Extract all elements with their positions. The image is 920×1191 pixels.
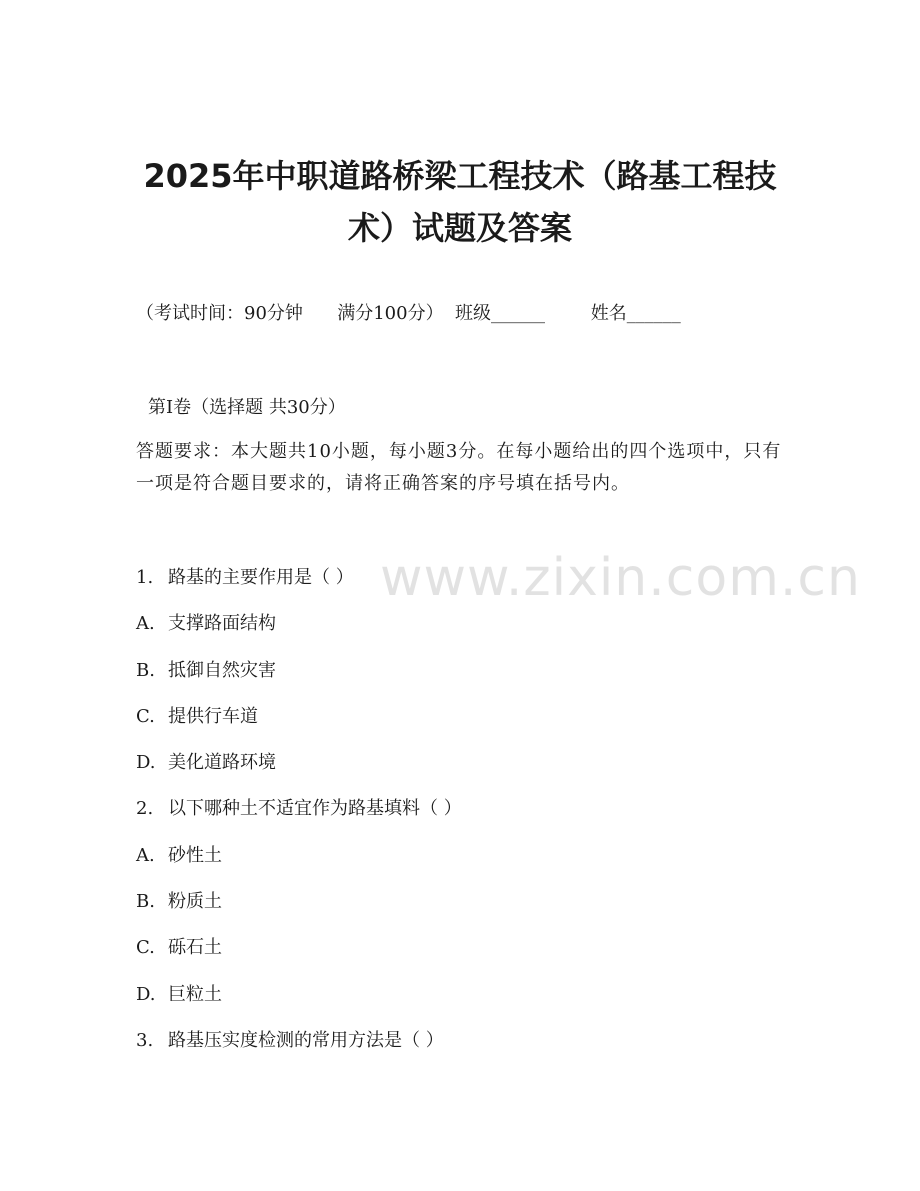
question-1-option-c (136, 701, 786, 747)
question-2-option-b (136, 886, 786, 932)
question-number: 1. (136, 567, 154, 588)
option-text: 砾石土 (168, 937, 222, 959)
option-label: A. (136, 844, 155, 866)
document-title (60, 150, 860, 254)
option-text: 抵御自然灾害 (168, 659, 276, 681)
question-2-option-c (136, 932, 786, 978)
option-text: 提供行车道 (168, 705, 258, 727)
question-3 (136, 1025, 786, 1071)
title-line-2: 术）试题及答案 (347, 209, 572, 247)
answer-instructions: 答题要求：本大题共10小题，每小题3分。在每小题给出的四个选项中，只有一项是符合题目要求的，请将正确答案的序号填在括号内。 (136, 441, 782, 494)
option-text: 美化道路环境 (168, 752, 276, 774)
option-label: A. (136, 613, 155, 635)
option-label: B. (136, 891, 155, 913)
section-heading: 第Ⅰ卷（选择题 共30分） (148, 397, 346, 418)
question-1-option-a (136, 608, 786, 654)
question-2-option-d (136, 979, 786, 1025)
question-list (136, 562, 786, 1071)
option-text: 砂性土 (168, 844, 222, 866)
question-1-option-b (136, 655, 786, 701)
question-1-option-d (136, 747, 786, 793)
question-text: 路基的主要作用是（ ） (168, 567, 354, 588)
option-label: C. (136, 937, 155, 959)
question-1 (136, 562, 786, 608)
question-2-option-a (136, 840, 786, 886)
option-text: 粉质土 (168, 891, 222, 913)
question-number: 2. (136, 798, 154, 820)
title-line-1: 2025年中职道路桥梁工程技术（路基工程技 (143, 157, 777, 195)
exam-info-line: （考试时间：90分钟 满分100分） 班级______ 姓名______ (136, 303, 681, 324)
question-text: 以下哪种土不适宜作为路基填料（ ） (168, 798, 462, 820)
option-label: B. (136, 659, 155, 681)
option-label: D. (136, 983, 156, 1005)
option-text: 支撑路面结构 (168, 613, 276, 635)
option-label: C. (136, 705, 155, 727)
option-text: 巨粒土 (168, 983, 222, 1005)
question-number: 3. (136, 1029, 154, 1051)
option-label: D. (136, 752, 156, 774)
question-text: 路基压实度检测的常用方法是（ ） (168, 1029, 444, 1051)
watermark: www.zixin.com.cn (380, 548, 861, 608)
question-2 (136, 793, 786, 839)
